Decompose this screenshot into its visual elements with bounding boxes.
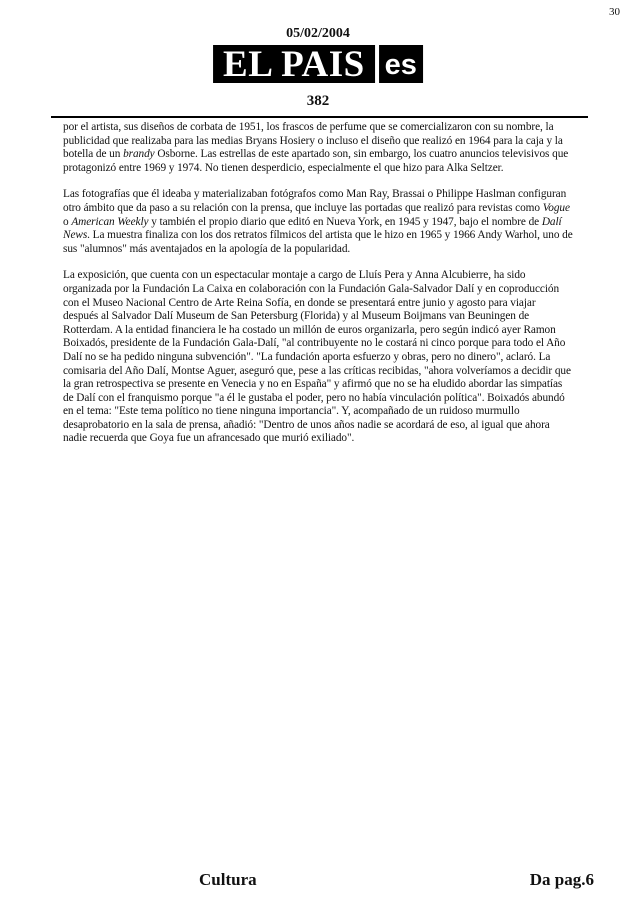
masthead-logo <box>213 45 423 83</box>
italic-text: Dalí News <box>63 215 562 242</box>
text-run: o <box>63 215 72 228</box>
logo-suffix: es <box>379 45 423 83</box>
text-run: Osborne. Las estrellas de este apartado son, sin embargo, los cuatro anuncios televisivos que protagonizó entre 1969 y 1974. No tienen desperdicio, especialmente el que hizo para Alka Seltzer. <box>63 148 569 174</box>
header-divider <box>51 116 588 118</box>
issue-number: 382 <box>306 93 330 109</box>
page-number: 30 <box>609 6 620 18</box>
page-continuation: Da pag.6 <box>529 870 594 889</box>
italic-text: brandy <box>123 148 155 161</box>
article-paragraph <box>63 121 573 175</box>
text-run: Las fotografías que él ideaba y materializaban fotógrafos como Man Ray, Brassai o Philippe Haslman configuran otro ámbito que da paso a su relación con la prensa, que incluye las portadas que realizó para revistas como <box>63 188 567 214</box>
section-name: Cultura <box>199 870 257 889</box>
article-paragraph <box>63 269 573 446</box>
text-run: La exposición, que cuenta con un espectacular montaje a cargo de Lluís Pera y Anna Alcubierre, ha sido organizada por la Fundación La Caixa en colaboración con la Fundación Gala-Salvador Dalí y en coproducción con el Museo Nacional Centro de Arte Reina Sofía, en donde se presentará entre junio y agosto para viajar después al Salvador Dalí Museum de San Petersburg (Florida) y al Museum Boijmans van Beuningen de Rotterdam. A la entidad financiera le ha costado un millón de euros organizarla, pero según indicó ayer Ramon Boixadós, presidente de la Fundación Gala-Dalí, "al contribuyente no le costará ni cinco porque para todo el Año Dalí no se ha pedido ninguna subvención". "La fundación aporta esfuerzo y obras, pero no dinero", aclaró. La comisaria del Año Dalí, Montse Aguer, aseguró que, pese a las críticas recibidas, "ahora volveríamos a decidir que la gran retrospectiva se presente en Venecia y no en España" y afirmó que no se ha eludido abordar las simpatías de Dalí con el franquismo porque "a él le gustaba el poder, pero no había vinculación política". Boixadós abundó en el tema: "Este tema político no tiene ninguna importancia". Y, acompañado de un ruidoso murmullo desaprobatorio en la sala de prensa, añadió: "Dentro de unos años nadie se acordará de eso, al igual que ahora nadie recuerda que Goya fue un afrancesado que murió exiliado". <box>63 269 571 445</box>
text-run: y también el propio diario que editó en Nueva York, en 1945 y 1947, bajo el nombre de <box>148 215 542 228</box>
italic-text: American Weekly <box>71 215 149 228</box>
text-run: . La muestra finaliza con los dos retratos fílmicos del artista que le hizo en 1965 y 1966 Andy Warhol, uno de sus "alumnos" más aventajados en la apología de la popularidad. <box>63 229 573 255</box>
edition-date: 05/02/2004 <box>286 26 350 41</box>
text-run: por el artista, sus diseños de corbata de 1951, los frascos de perfume que se comercializaron con su nombre, la publicidad que realizaba para las medias Bryans Hosiery o incluso el diseño que realizó en 1964 para la caja y la botella de un <box>63 121 563 161</box>
article-body <box>63 121 573 459</box>
italic-text: Vogue <box>542 201 570 214</box>
article-paragraph <box>63 188 573 256</box>
logo-main: EL PAIS <box>213 45 375 83</box>
